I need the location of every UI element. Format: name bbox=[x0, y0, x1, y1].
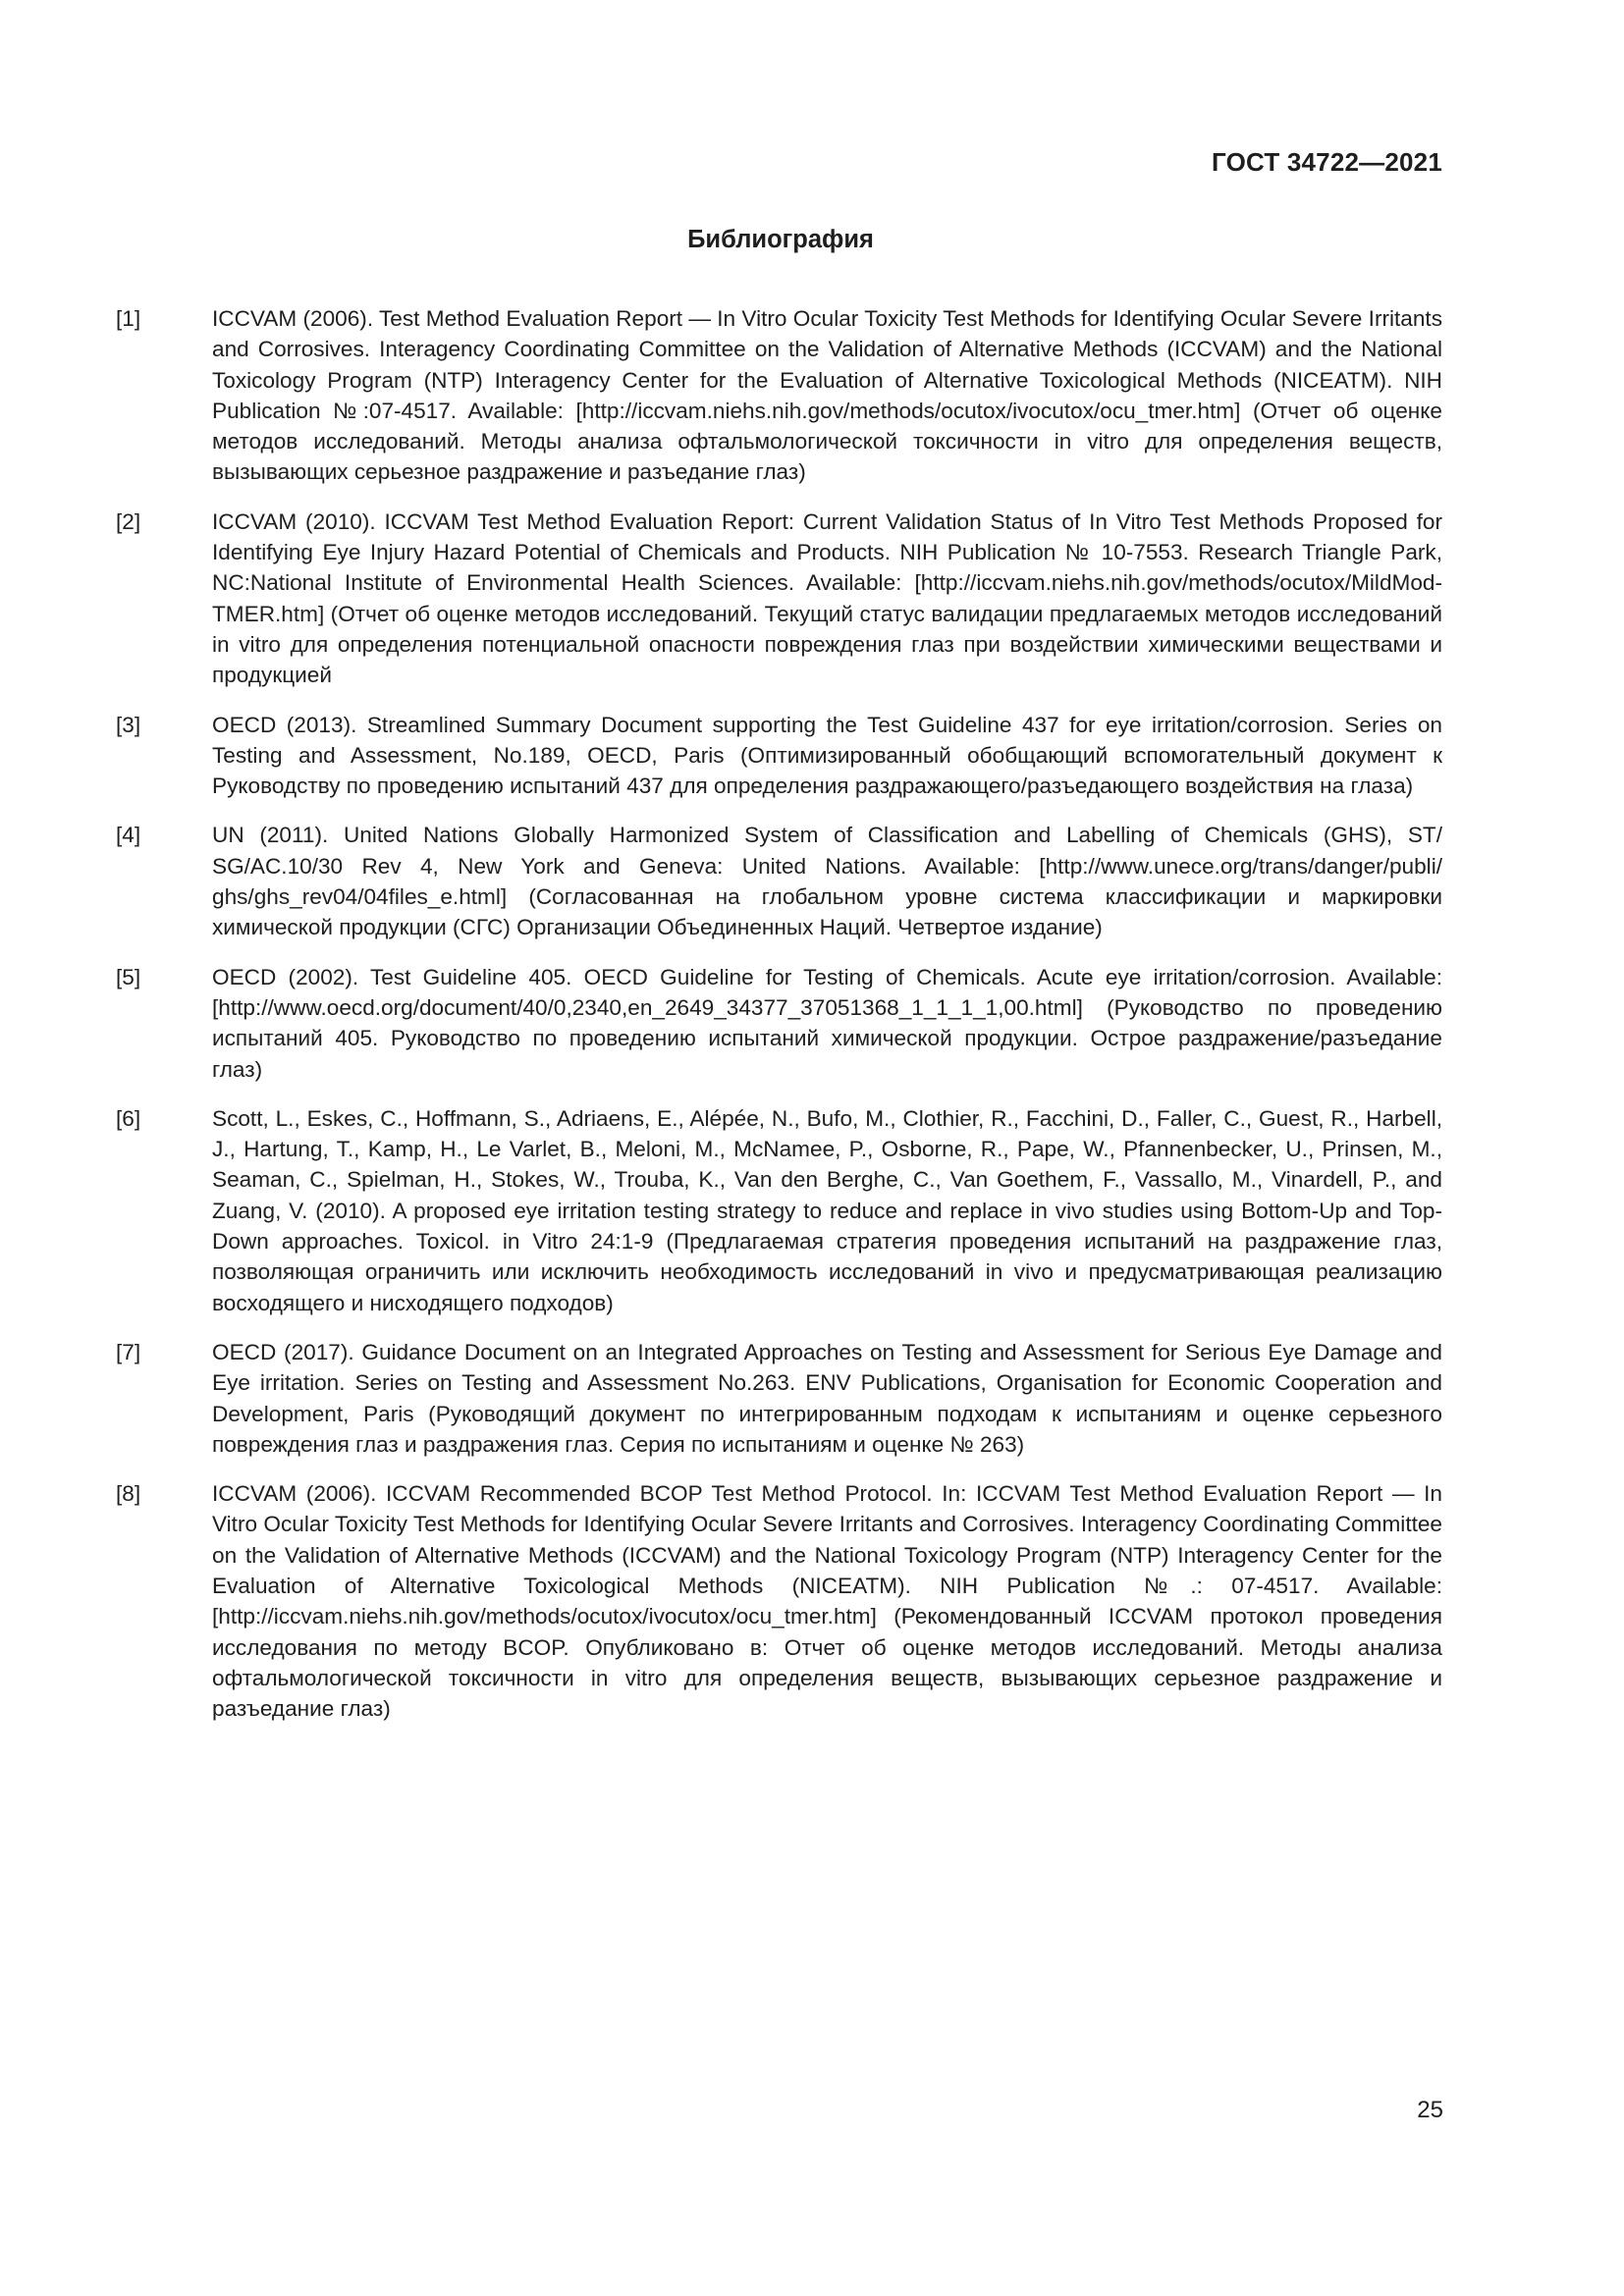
entry-number: [1] bbox=[116, 306, 141, 331]
bibliography-entry bbox=[116, 962, 1442, 1085]
bibliography-entry bbox=[116, 820, 1442, 942]
bibliography-list bbox=[116, 303, 1442, 1742]
entry-number: [3] bbox=[116, 712, 141, 737]
entry-text: OECD (2017). Guidance Document on an Integrated Approaches on Testing and Assessment for Serious Eye Damage and Eye irritation. Series on Testing and Assessment No.263. ENV Publications, Organisation for Economic Cooperation and Development, Paris (Руководящий документ по интегрированным подходам к испытаниям и оценке серьезного повреждения глаз и раздражения глаз. Серия по испытаниям и оценке № 263) bbox=[212, 1339, 1442, 1457]
bibliography-entry bbox=[116, 1337, 1442, 1460]
bibliography-entry bbox=[116, 507, 1442, 691]
entry-text: UN (2011). United Nations Globally Harmonized System of Classification and Labelling of Chemicals (GHS), ST/​SG/AC.10/30 Rev 4, New York and Geneva: United Nations. Available: [http://www.unece.org/trans/danger/publi/​ghs/ghs_rev04/04files_e.html] (Согласованная на глобальном уровне система классификации и маркировки химической продукции (СГС) Организации Объединенных Наций. Четвертое издание) bbox=[212, 823, 1442, 940]
page-title: Библиография bbox=[687, 226, 874, 253]
page-number: 25 bbox=[1417, 2097, 1443, 2123]
entry-number: [4] bbox=[116, 823, 141, 848]
entry-text: ICCVAM (2006). Test Method Evaluation Report — In Vitro Ocular Toxicity Test Methods for Identifying Ocular Severe Irritants and Corrosives. Interagency Coordinating Committee on the Validation of Alternative Methods (ICCVAM) and the National Toxicology Program (NTP) Interagency Center for the Evaluation of Alternative Toxicological Methods (NICEATM). NIH Publication №:07-4517. Available: [http://iccvam.niehs.nih.gov/methods/ocutox/ivocutox/ocu_tmer.htm] (Отчет об оценке методов исследований. Методы анализа офтальмологической токсичности in vitro для определения веществ, вызывающих серьезное раздражение и разъедание глаз) bbox=[212, 306, 1442, 485]
entry-text: OECD (2013). Streamlined Summary Document supporting the Test Guideline 437 for eye irritation/corrosion. Series on Testing and Assessment, No.189, OECD, Paris (Оптимизированный обобщающий вспомогательный документ к Руководству по проведению испытаний 437 для определения раздражающего/разъедающего воздействия на глаза) bbox=[212, 712, 1442, 799]
bibliography-entry bbox=[116, 1478, 1442, 1724]
entry-text: ICCVAM (2010). ICCVAM Test Method Evaluation Report: Current Validation Status of In Vitro Test Methods Proposed for Identifying Eye Injury Hazard Potential of Chemicals and Products. NIH Publication № 10-7553. Research Triangle Park, NC:National Institute of Environmental Health Sciences. Available: [http://iccvam.niehs.​nih.gov/methods/ocutox/MildMod-TMER.htm] (Отчет об оценке методов исследований. Текущий статус валидации предлагаемых методов исследований in vitro для определения потенциальной опасности повреждения глаз при воздействии химическими веществами и продукцией bbox=[212, 508, 1442, 688]
bibliography-entry bbox=[116, 710, 1442, 802]
bibliography-entry bbox=[116, 1103, 1442, 1318]
entry-number: [6] bbox=[116, 1105, 141, 1131]
entry-number: [5] bbox=[116, 964, 141, 989]
bibliography-entry bbox=[116, 303, 1442, 488]
entry-text: Scott, L., Eskes, C., Hoffmann, S., Adriaens, E., Alépée, N., Bufo, M., Clothier, R., Facchini, D., Faller, C., Guest, R., Harbell, J., Hartung, T., Kamp, H., Le Varlet, B., Meloni, M., McNamee, P., Osborne, R., Pape, W., Pfannenbecker, U., Prinsen, M., Seaman, C., Spielman, H., Stokes, W., Trouba, K., Van den Berghe, C., Van Goethem, F., Vassallo, M., Vinardell, P., and Zuang, V. (2010). A proposed eye irritation testing strategy to reduce and replace in vivo studies using Bottom-Up and Top-Down approaches. Toxicol. in Vitro 24:1-9 (Предлагаемая стратегия проведения испытаний на раздражение глаз, позволяющая ограничить или исключить необходимость исследований in vivo и предусматривающая реализацию восходящего и нисходящего подходов) bbox=[212, 1105, 1442, 1315]
entry-text: ICCVAM (2006). ICCVAM Recommended BCOP Test Method Protocol. In: ICCVAM Test Method Evaluation Report — In Vitro Ocular Toxicity Test Methods for Identifying Ocular Severe Irritants and Corrosives. Interagency Coordinating Committee on the Validation of Alternative Methods (ICCVAM) and the National Toxicology Program (NTP) Interagency Center for the Evaluation of Alternative Toxicological Methods (NICEATM). NIH Publication №.: 07-4517. Available: [http://iccvam.niehs.nih.gov/methods/ocutox/ivocutox/ocu_tmer.htm] (Рекомендованный ICCVAM протокол проведения исследования по методу BCOP. Опубликовано в: Отчет об оценке методов исследований. Методы анализа офтальмологической токсичности in vitro для определения веществ, вызывающих серьезное раздражение и разъедание глаз) bbox=[212, 1481, 1442, 1722]
entry-number: [8] bbox=[116, 1481, 141, 1507]
entry-text: OECD (2002). Test Guideline 405. OECD Guideline for Testing of Chemicals. Acute eye irritation/corrosion. Available: [http://www.oecd.org/document/40/0,2340,en_2649_34377_37051368_1_1_1_1,00.html] (Руководство по проведению испытаний 405. Руководство по проведению испытаний химической продукции. Острое раздражение/разъедание глаз) bbox=[212, 964, 1442, 1082]
standard-code: ГОСТ 34722—2021 bbox=[1212, 147, 1442, 177]
entry-number: [7] bbox=[116, 1339, 141, 1364]
entry-number: [2] bbox=[116, 508, 141, 534]
